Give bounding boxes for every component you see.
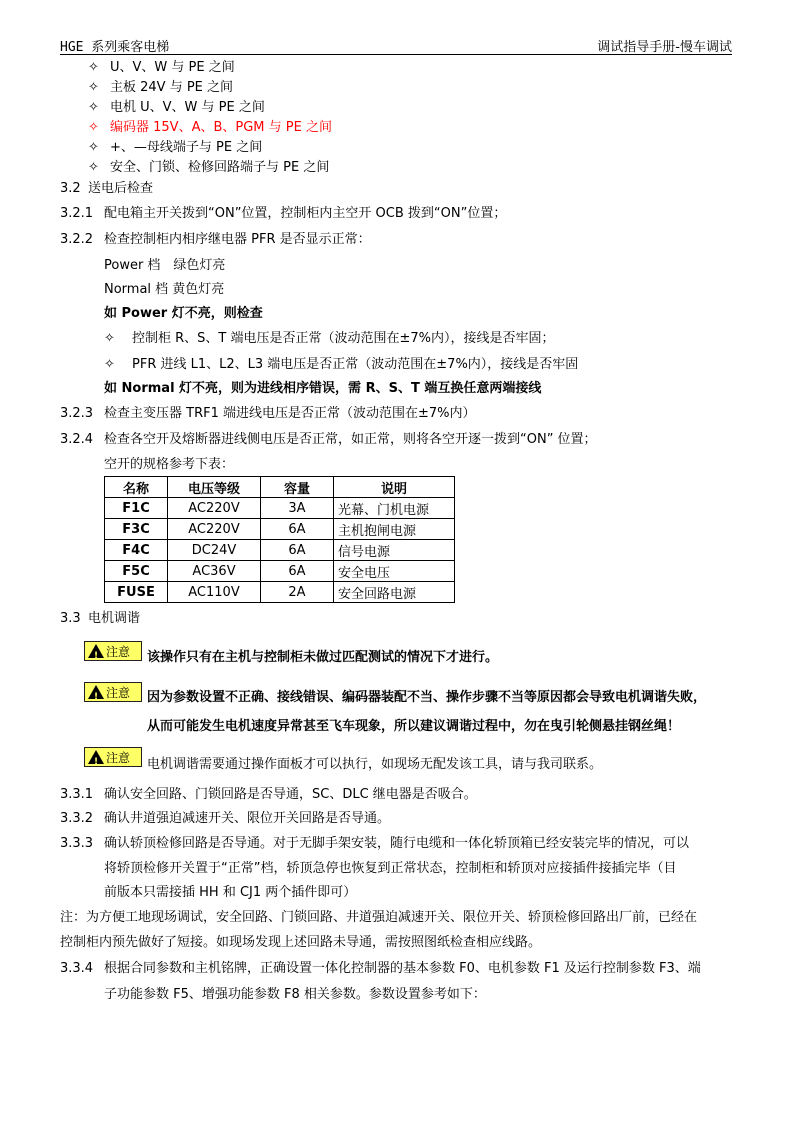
section-number: 3.2.3: [60, 406, 94, 421]
section-number: 3.3: [60, 611, 81, 626]
bullet-item: ✧ +、—母线端子与 PE 之间: [88, 140, 263, 155]
diamond-icon: ✧: [88, 160, 99, 175]
bullet-item: ✧ 电机 U、V、W 与 PE 之间: [88, 100, 265, 115]
bullet-item: ✧ PFR 进线 L1、L2、L3 端电压是否正常（波动范围在±7%内），接线是否牢固: [104, 357, 579, 372]
paragraph: 将轿顶检修开关置于“正常”档，轿顶急停也恢复到正常状态，控制柜和轿顶对应接插件接插完毕（目: [104, 861, 677, 876]
table-row: F4C DC24V 6A 信号电源: [105, 540, 455, 561]
table-row: F1C AC220V 3A 光幕、门机电源: [105, 498, 455, 519]
warning-text: 从而可能发生电机速度异常甚至飞车现象，所以建议调谐过程中，勿在曳引轮侧悬挂钢丝绳！: [147, 719, 681, 734]
section-number: 3.2.4: [60, 432, 94, 447]
diamond-icon: ✧: [88, 80, 99, 95]
paragraph: 前版本只需接插 HH 和 CJ1 两个插件即可）: [104, 885, 357, 900]
warning-text: 因为参数设置不正确、接线错误、编码器装配不当、操作步骤不当等原因都会导致电机调谐失败，: [147, 690, 707, 705]
table-row: F5C AC36V 6A 安全电压: [105, 561, 455, 582]
power-off-note: 如 Power 灯不亮，则检查: [104, 306, 263, 321]
warning-badge: !注意: [84, 641, 142, 661]
warning-text: 电机调谐需要通过操作面板才可以执行，如现场无配发该工具，请与我司联系。: [147, 757, 603, 772]
note: 注：为方便工地现场调试，安全回路、门锁回路、井道强迫减速开关、限位开关、轿顶检修回路出厂前，已经在: [60, 910, 698, 925]
paragraph: 子功能参数 F5、增强功能参数 F8 相关参数。参数设置参考如下：: [104, 987, 486, 1002]
paragraph: 确认安全回路、门锁回路是否导通，SC、DLC 继电器是否吸合。: [104, 787, 477, 802]
bullet-item: ✧ 安全、门锁、检修回路端子与 PE 之间: [88, 160, 330, 175]
table-caption: 空开的规格参考下表：: [104, 457, 235, 472]
warning-badge: !注意: [84, 747, 142, 767]
warning-text: 该操作只有在主机与控制柜未做过匹配测试的情况下才进行。: [147, 650, 499, 665]
table-row: F3C AC220V 6A 主机抱闸电源: [105, 519, 455, 540]
bullet-item: ✧ 控制柜 R、S、T 端电压是否正常（波动范围在±7%内），接线是否牢固；: [104, 331, 555, 346]
paragraph: 检查控制柜内相序继电器 PFR 是否显示正常：: [104, 232, 371, 247]
diamond-icon: ✧: [88, 100, 99, 115]
warning-icon: [88, 750, 104, 764]
normal-off-note: 如 Normal 灯不亮，则为进线相序错误，需 R、S、T 端互换任意两端接线: [104, 381, 542, 396]
diamond-icon: ✧: [88, 140, 99, 155]
table-row: FUSE AC110V 2A 安全回路电源: [105, 582, 455, 603]
paragraph: 根据合同参数和主机铭牌，正确设置一体化控制器的基本参数 F0、电机参数 F1 及运行控制参数 F3、端: [104, 961, 701, 976]
section-number: 3.2: [60, 181, 81, 196]
header-right: 调试指导手册-慢车调试: [597, 40, 732, 55]
diamond-icon: ✧: [88, 120, 99, 135]
column-header: 容量: [261, 477, 334, 498]
column-header: 名称: [105, 477, 168, 498]
section-number: 3.3.3: [60, 836, 94, 851]
section-number: 3.3.4: [60, 961, 94, 976]
section-number: 3.2.2: [60, 232, 94, 247]
warning-badge: !注意: [84, 682, 142, 702]
section-title: 电机调谐: [88, 611, 141, 626]
paragraph: 检查各空开及熔断器进线侧电压是否正常，如正常，则将各空开逐一拨到“ON” 位置；: [104, 432, 597, 447]
column-header: 电压等级: [168, 477, 261, 498]
paragraph: 配电箱主开关拨到“ON”位置，控制柜内主空开 OCB 拨到“ON”位置；: [104, 206, 507, 221]
power-line: Power 档 绿色灯亮: [104, 258, 226, 273]
warning-icon: [88, 644, 104, 658]
bullet-item: ✧ U、V、W 与 PE 之间: [88, 60, 235, 75]
section-number: 3.2.1: [60, 206, 94, 221]
normal-line: Normal 档 黄色灯亮: [104, 282, 225, 297]
paragraph: 确认井道强迫减速开关、限位开关回路是否导通。: [104, 811, 391, 826]
diamond-icon: ✧: [88, 60, 99, 75]
diamond-icon: ✧: [104, 331, 115, 346]
section-number: 3.3.2: [60, 811, 94, 826]
breaker-spec-table: [104, 476, 455, 603]
diamond-icon: ✧: [104, 357, 115, 372]
paragraph: 检查主变压器 TRF1 端进线电压是否正常（波动范围在±7%内）: [104, 406, 476, 421]
bullet-item-highlight: ✧ 编码器 15V、A、B、PGM 与 PE 之间: [88, 120, 332, 135]
header-left: HGE 系列乘客电梯: [60, 40, 170, 55]
note: 控制柜内预先做好了短接。如现场发现上述回路未导通，需按照图纸检查相应线路。: [60, 935, 542, 950]
column-header: 说明: [334, 477, 455, 498]
section-title: 送电后检查: [88, 181, 154, 196]
table-header-row: [105, 477, 455, 498]
section-number: 3.3.1: [60, 787, 94, 802]
page-header: [60, 36, 732, 55]
warning-icon: [88, 685, 104, 699]
bullet-item: ✧ 主板 24V 与 PE 之间: [88, 80, 234, 95]
paragraph: 确认轿顶检修回路是否导通。对于无脚手架安装，随行电缆和一体化轿顶箱已经安装完毕的情况，可以: [104, 836, 690, 851]
